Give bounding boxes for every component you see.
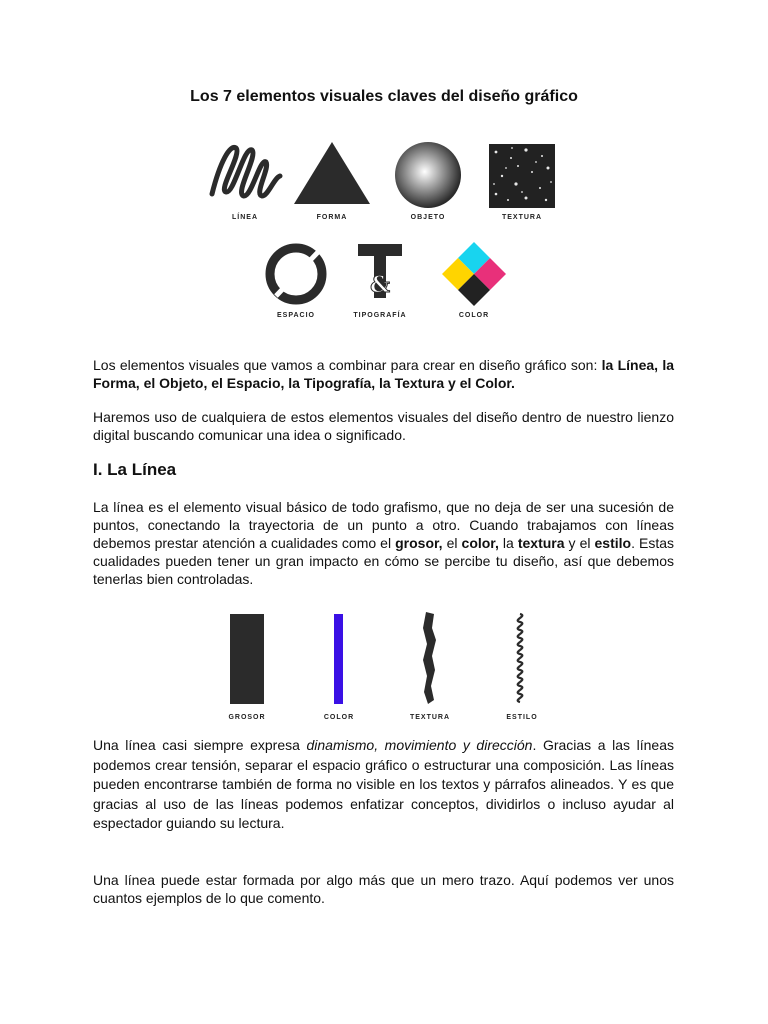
caption-espacio: ESPACIO bbox=[277, 312, 315, 319]
bold-textura: textura bbox=[517, 535, 565, 551]
caption-forma: FORMA bbox=[316, 214, 348, 221]
caption-textura: TEXTURA bbox=[501, 214, 543, 221]
caption-color: COLOR bbox=[458, 312, 490, 319]
triangle-shape-icon bbox=[294, 142, 370, 204]
intro-paragraph-1 bbox=[93, 356, 674, 392]
svg-text:&: & bbox=[370, 272, 390, 298]
visual-elements-illustration bbox=[196, 132, 572, 328]
bold-color: color, bbox=[461, 535, 499, 551]
text-span: la bbox=[498, 535, 518, 551]
caption-color-2: COLOR bbox=[323, 714, 355, 721]
caption-estilo: ESTILO bbox=[506, 714, 538, 721]
intro-text: Los elementos visuales que vamos a combinar para crear en diseño gráfico son: bbox=[93, 357, 602, 373]
curly-line-stroke bbox=[518, 614, 523, 702]
linea-paragraph-3: Una línea puede estar formada por algo más que un mero trazo. Aquí podemos ver unos cuantos ejemplos de lo que comento. bbox=[93, 872, 674, 906]
color-diamond-icon bbox=[442, 242, 506, 306]
section-heading-linea: I. La Línea bbox=[93, 460, 177, 479]
textured-line-stroke bbox=[423, 612, 436, 704]
caption-objeto: OBJETO bbox=[410, 214, 446, 221]
caption-linea: LÍNEA bbox=[232, 214, 258, 221]
visual-elements-figure bbox=[196, 132, 572, 328]
text-span: La línea es el elemento visual básico de todo grafismo, que no deja de ser una sucesión de puntos, conectando la trayectoria de un punto a otro. Cuando trabajamos con líneas debemos prestar atención a cualidades como el bbox=[93, 499, 674, 551]
intro-paragraph-2: Haremos uso de cualquiera de estos elementos visuales del diseño dentro de nuestro lienzo digital buscando comunicar una idea o significado. bbox=[93, 409, 674, 443]
sphere-object-icon bbox=[395, 142, 461, 208]
line-qualities-illustration bbox=[198, 600, 568, 728]
thick-line-bar bbox=[230, 614, 264, 704]
page-title: Los 7 elementos visuales claves del diseño gráfico bbox=[190, 88, 578, 105]
caption-tipografia: TIPOGRAFÍA bbox=[353, 312, 407, 319]
caption-grosor: GROSOR bbox=[228, 714, 266, 721]
bold-grosor: grosor, bbox=[395, 535, 443, 551]
blue-line-bar bbox=[334, 614, 343, 704]
typography-letter-icon bbox=[358, 244, 402, 298]
text-span: . Estas cualidades pueden tener un gran impacto en cómo se percibe tu diseño, así que debemos tenerlas bien controladas. bbox=[93, 535, 675, 587]
linea-paragraph-2 bbox=[93, 736, 674, 834]
text-span: . Gracias a las líneas podemos crear tensión, separar el espacio gráfico o estructurar una composición. Las líneas pueden encontrarse también de forma no visible en los textos y párrafos alineados. Y es que gracias al uso de las líneas podemos enfatizar conceptos, dividirlos o incluso ayudar al espectador guiando su lectura. bbox=[93, 737, 674, 831]
bold-estilo: estilo bbox=[594, 535, 632, 551]
space-ring-icon bbox=[270, 248, 322, 300]
italic-emphasis: dinamismo, movimiento y dirección bbox=[306, 737, 533, 753]
scribble-line-icon bbox=[212, 147, 280, 196]
text-span: Una línea casi siempre expresa bbox=[93, 737, 307, 753]
line-qualities-figure bbox=[198, 600, 568, 728]
text-span: el bbox=[442, 535, 462, 551]
caption-textura-2: TEXTURA bbox=[409, 714, 451, 721]
elements-list-bold: la Línea, la Forma, el Objeto, el Espacio, la Tipografía, la Textura y el Color. bbox=[93, 357, 674, 391]
texture-square-icon bbox=[489, 144, 555, 208]
text-span: y el bbox=[564, 535, 595, 551]
linea-paragraph-1 bbox=[93, 498, 674, 588]
